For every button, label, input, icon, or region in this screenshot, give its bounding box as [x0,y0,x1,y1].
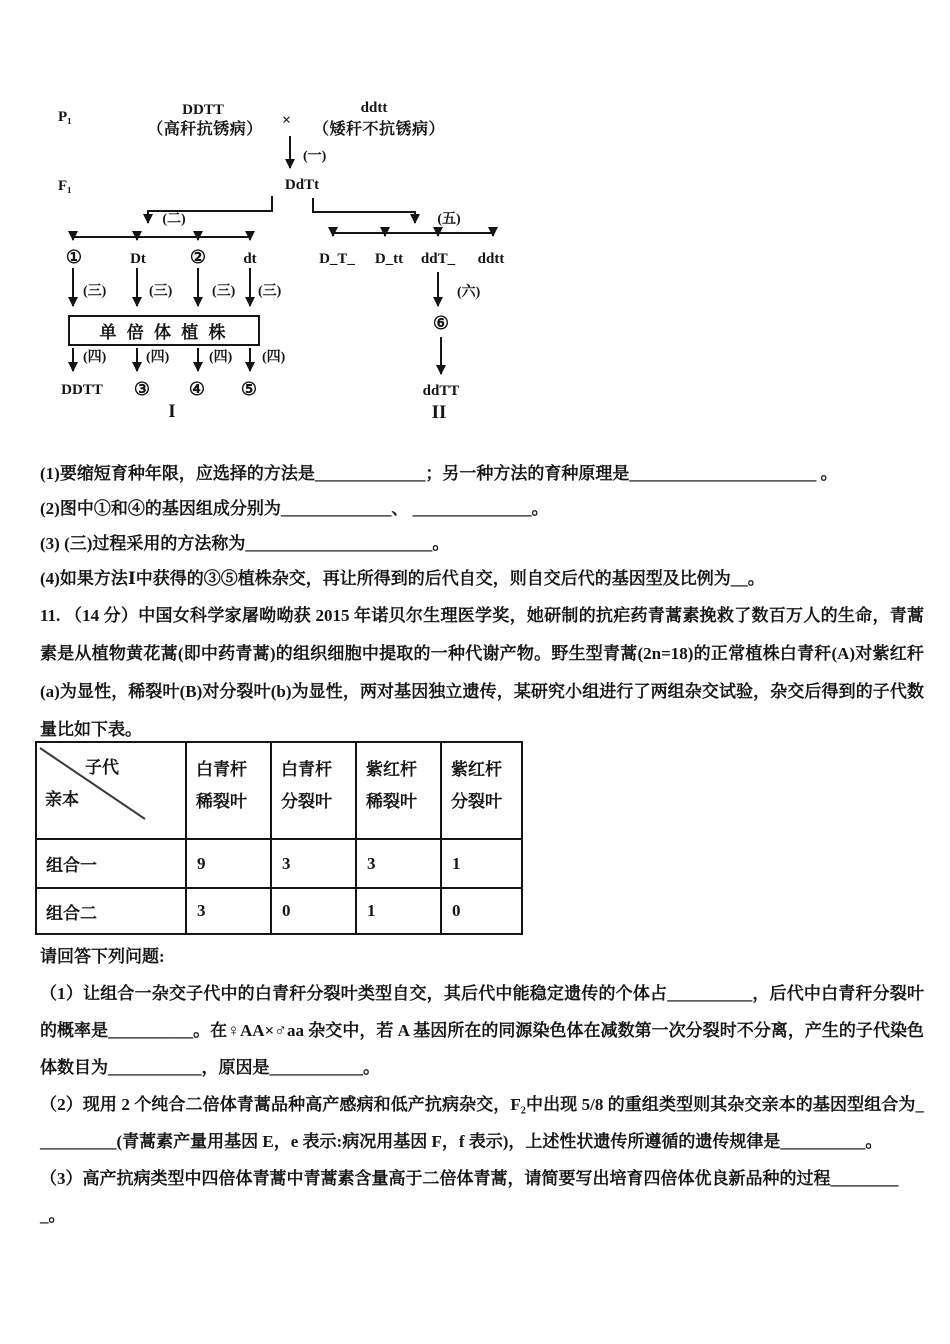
result-ddTT: ddTT [422,383,460,399]
table-header-row [36,742,522,839]
question-3: (3) (三)过程采用的方法称为______________________。 [40,534,450,553]
header-line: 稀裂叶 [366,792,417,811]
table-cell: 3 [271,839,356,888]
parent1-genotype: DDTT [182,102,224,118]
p1-generation-label: P₁ [58,109,72,125]
header-line: 分裂叶 [281,792,332,811]
parent2-phenotype: （矮秆不抗锈病） [312,121,446,138]
cross-symbol: × [282,112,292,129]
corner-parent-label: 亲本 [45,790,79,809]
header-line: 稀裂叶 [196,792,247,811]
question-11-subquestions [40,938,924,1234]
f1-genotype: DdTt [284,177,320,193]
f2-type-D_T_: D_T_ [319,251,355,267]
subquestion-3-continuation: _。 [40,1206,66,1225]
column-header [356,742,441,839]
header-line: 分裂叶 [451,792,502,811]
process-3-label: (三) [212,284,236,299]
table-row [36,888,522,934]
plant-circle-4: ④ [188,379,206,399]
process-3-label: (三) [149,284,173,299]
column-header [271,742,356,839]
table-cell: 0 [271,888,356,934]
process-4-label: (四) [146,350,170,365]
question-4: (4)如果方法Ⅰ中获得的③⑤植株杂交，再让所得到的后代自交，则自交后代的基因型及比例为__。 [40,569,765,588]
question-1: (1)要缩短育种年限，应选择的方法是_____________；另一种方法的育种原理是______________________ 。 [40,464,838,483]
question-11-intro: 11. （14 分）中国女科学家屠呦呦获 2015 年诺贝尔生理医学奖，她研制的抗疟药青蒿素挽救了数百万人的生命，青蒿素是从植物黄花蒿(即中药青蒿)的组织细胞中提取的一种代谢产物。野生型青蒿(2n=18)的正常植株白青秆(A)对紫红秆(a)为显性，稀裂叶(B)对分裂叶(b)为显性，两对基因独立遗传，某研究小组进行了两组杂交试验，杂交后得到的子代数量比如下表。 [40,606,924,739]
haploid-plants-box: 单 倍 体 植 株 [68,315,260,346]
gamete-circle-2: ② [189,247,207,267]
gamete-circle-1: ① [65,247,83,267]
header-line: 白青杆 [196,760,247,779]
parent1-phenotype: （高秆抗锈病） [147,121,263,138]
subquestion-2: （2）现用 2 个纯合二倍体青蒿品种高产感病和低产抗病杂交，F₂中出现 5/8 的重组类型则其杂交亲本的基因型组合为__________(青蒿素产量用基因 E，e 表示:病况用基因 F，f 表示)，上述性状遗传所遵循的遗传规律是__________。 [40,1095,924,1151]
process-3-label: (三) [258,284,282,299]
f2-type-ddtt: ddtt [477,251,505,267]
corner-offspring-label: 子代 [85,758,119,777]
column-header [441,742,522,839]
process-4-label: (四) [209,350,233,365]
gamete-dt: dt [243,251,257,267]
process-5-label: (五) [437,212,461,227]
subquestion-3: （3）高产抗病类型中四倍体青蒿中青蒿素含量高于二倍体青蒿，请简要写出培育四倍体优良新品种的过程________ [40,1169,899,1188]
subquestion-1: （1）让组合一杂交子代中的白青秆分裂叶类型自交，其后代中能稳定遗传的个体占__________，后代中白青秆分裂叶的概率是__________。在♀AA×♂aa 杂交中，若 A 基因所在的同源染色体在减数第一次分裂时不分离，产生的子代染色体数目为___________，原因是___________。 [40,984,924,1077]
header-line: 紫红杆 [451,760,502,779]
table-row [36,839,522,888]
header-line: 白青杆 [281,760,332,779]
plant-circle-6: ⑥ [432,313,450,333]
table-cell: 1 [441,839,522,888]
table-cell: 0 [441,888,522,934]
answer-prompt: 请回答下列问题: [40,947,165,966]
table-cell: 3 [356,839,441,888]
process-1-label: (一) [303,149,327,164]
method-2-label: II [431,402,447,423]
process-4-label: (四) [83,350,107,365]
gamete-Dt: Dt [130,251,146,267]
process-4-label: (四) [262,350,286,365]
table-cell: 3 [186,888,271,934]
parent2-genotype: ddtt [360,100,388,116]
plant-circle-3: ③ [133,379,151,399]
method-1-label: I [168,401,176,422]
process-3-label: (三) [83,284,107,299]
plant-DDTT: DDTT [61,382,103,398]
row-label: 组合一 [36,839,186,888]
process-2-label: (二) [162,212,186,227]
process-6-label: (六) [457,285,481,300]
diagram-questions [40,456,922,596]
question-2: (2)图中①和④的基因组成分别为_____________、 ______________。 [40,499,549,518]
f1-generation-label: F₁ [58,178,72,194]
plant-circle-5: ⑤ [240,379,258,399]
table-cell: 1 [356,888,441,934]
table-corner-cell [36,742,186,839]
cross-results-table [35,741,523,935]
header-line: 紫红杆 [366,760,417,779]
table-cell: 9 [186,839,271,888]
breeding-diagram [0,0,950,455]
f2-type-ddT_: ddT_ [420,251,456,267]
column-header [186,742,271,839]
f2-type-D_tt: D_tt [374,251,404,267]
row-label: 组合二 [36,888,186,934]
